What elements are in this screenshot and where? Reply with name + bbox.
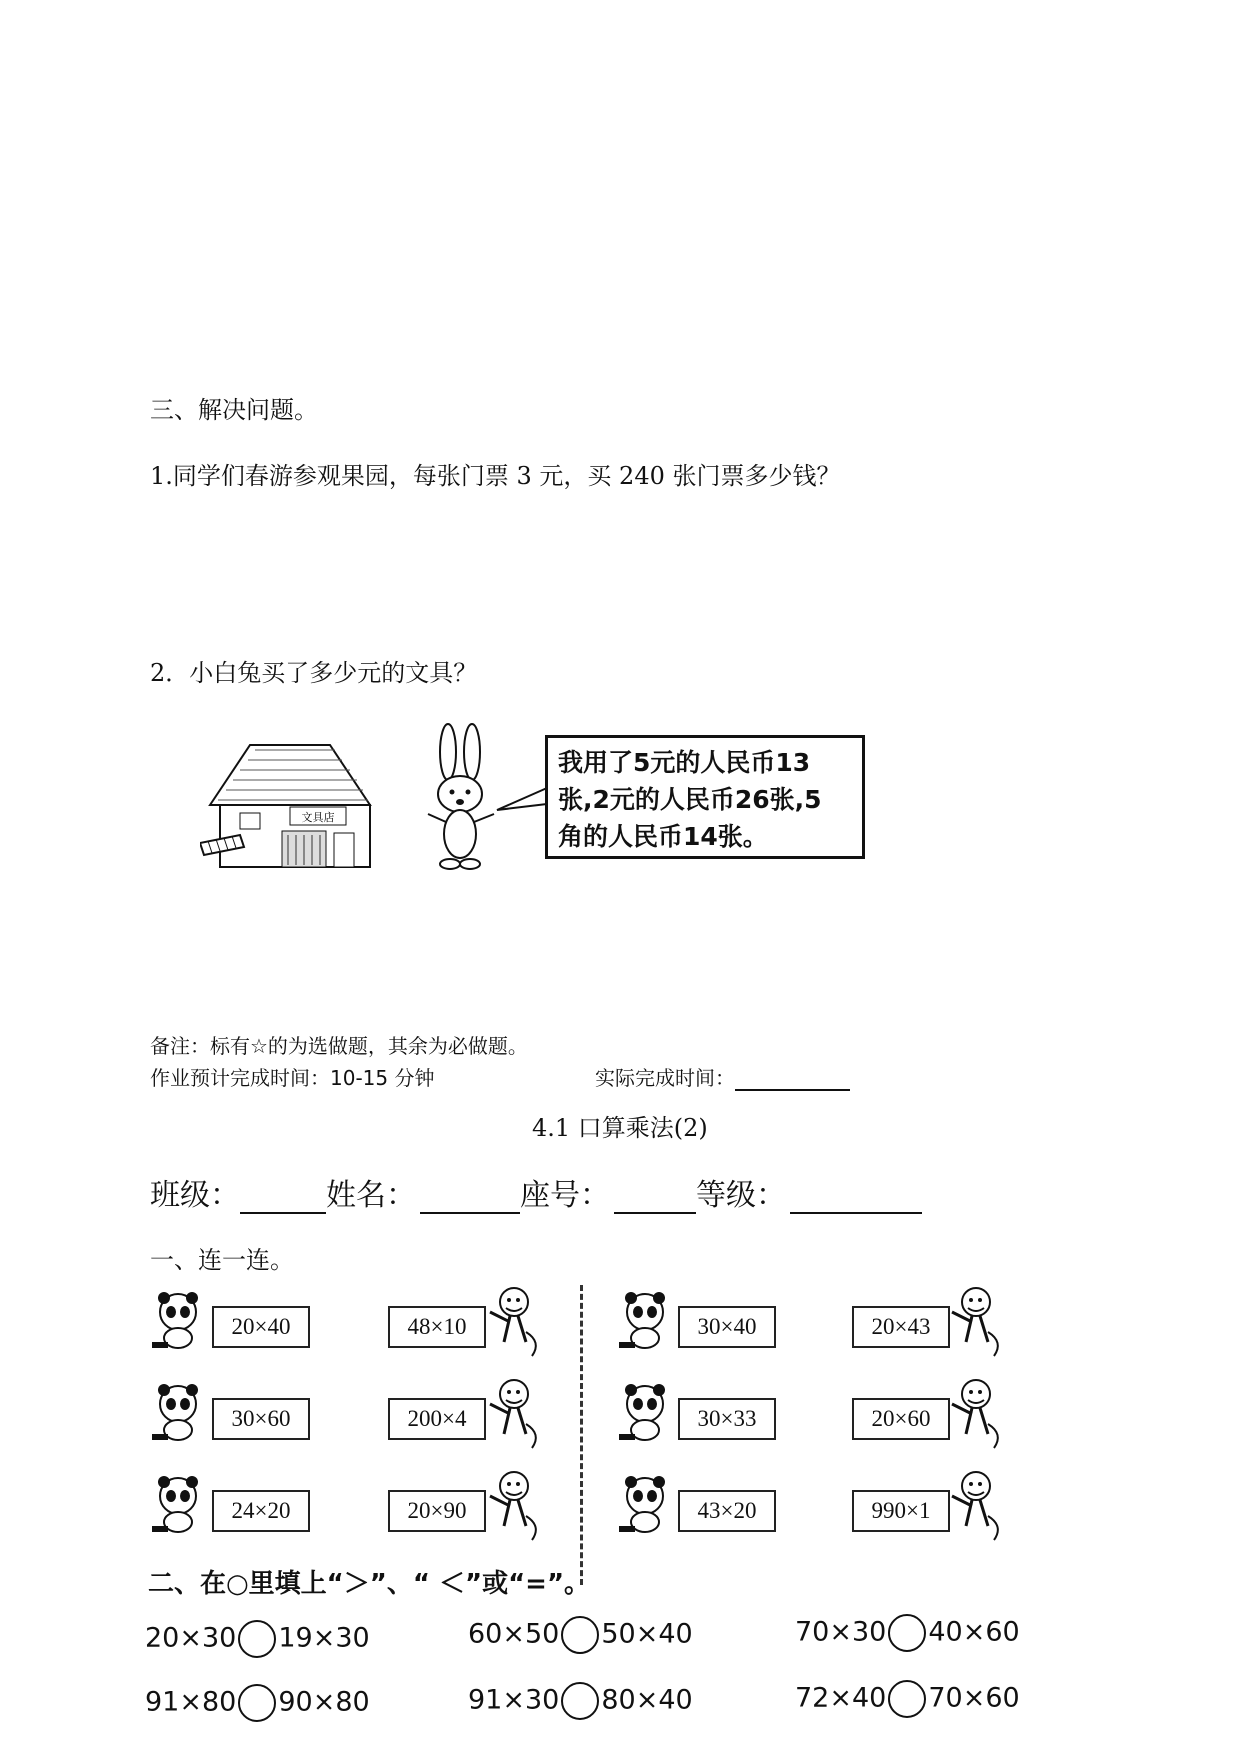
section3-title: 三、解决问题。 (150, 396, 318, 424)
estimated-time: 作业预计完成时间：10-15 分钟 (150, 1066, 435, 1090)
name-blank[interactable] (420, 1178, 520, 1214)
rabbit-speech-bubble (545, 735, 865, 859)
comparison-right: 70×60 (928, 1682, 1020, 1714)
question-2: 2．小白兔买了多少元的文具？ (150, 659, 478, 687)
monkey-icon (484, 1374, 544, 1454)
comparison-left: 20×30 (145, 1622, 237, 1654)
right-monkey-expression-3[interactable]: 990×1 (852, 1490, 950, 1532)
divider-dashed-line (580, 1285, 583, 1585)
panda-icon (148, 1474, 208, 1534)
comparison-right: 19×30 (278, 1622, 370, 1654)
actual-time-label: 实际完成时间： (595, 1066, 735, 1090)
left-panda-expression-3[interactable]: 24×20 (212, 1490, 310, 1532)
left-monkey-expression-2[interactable]: 200×4 (388, 1398, 486, 1440)
grade-blank[interactable] (790, 1178, 922, 1214)
comparison-left: 72×40 (795, 1682, 887, 1714)
left-panda-expression-1[interactable]: 20×40 (212, 1306, 310, 1348)
store-sign: 文具店 (301, 811, 335, 824)
speech-line-1: 我用了5元的人民币13 (558, 748, 811, 777)
monkey-icon (946, 1282, 1006, 1362)
right-panda-expression-3[interactable]: 43×20 (678, 1490, 776, 1532)
comparison-left: 70×30 (795, 1616, 887, 1648)
name-label: 姓名： (326, 1178, 416, 1213)
comparison-left: 60×50 (468, 1618, 560, 1650)
answer-circle[interactable] (888, 1614, 926, 1652)
student-info-line (150, 1170, 922, 1214)
speech-line-3: 角的人民币14张。 (558, 822, 768, 851)
section2-title: 二、在○里填上“＞”、“ ＜”或“=”。 (148, 1569, 591, 1599)
comparison-r1-c3 (795, 1614, 1020, 1652)
panda-icon (615, 1474, 675, 1534)
comparison-r2-c1 (145, 1684, 370, 1722)
left-monkey-expression-1[interactable]: 48×10 (388, 1306, 486, 1348)
monkey-icon (946, 1466, 1006, 1546)
answer-circle[interactable] (238, 1684, 276, 1722)
right-panda-expression-1[interactable]: 30×40 (678, 1306, 776, 1348)
class-label: 班级： (150, 1178, 240, 1213)
lesson-title: 4.1 口算乘法(2) (532, 1114, 708, 1142)
comparison-left: 91×80 (145, 1686, 237, 1718)
speech-pointer (495, 780, 550, 820)
class-blank[interactable] (240, 1178, 326, 1214)
comparison-right: 80×40 (601, 1684, 693, 1716)
question-1: 1.同学们春游参观果园，每张门票 3 元，买 240 张门票多少钱？ (150, 462, 841, 490)
seat-label: 座号： (520, 1178, 610, 1213)
answer-circle[interactable] (888, 1680, 926, 1718)
left-panda-expression-2[interactable]: 30×60 (212, 1398, 310, 1440)
monkey-icon (484, 1466, 544, 1546)
left-monkey-expression-3[interactable]: 20×90 (388, 1490, 486, 1532)
right-monkey-expression-2[interactable]: 20×60 (852, 1398, 950, 1440)
comparison-r1-c2 (468, 1616, 693, 1654)
panda-icon (148, 1382, 208, 1442)
section1-title: 一、连一连。 (150, 1246, 294, 1274)
right-panda-expression-2[interactable]: 30×33 (678, 1398, 776, 1440)
stationery-store-illustration (200, 735, 400, 875)
comparison-right: 90×80 (278, 1686, 370, 1718)
monkey-icon (946, 1374, 1006, 1454)
right-monkey-expression-1[interactable]: 20×43 (852, 1306, 950, 1348)
actual-time-blank[interactable] (735, 1065, 850, 1091)
comparison-left: 91×30 (468, 1684, 560, 1716)
grade-label: 等级： (696, 1178, 786, 1213)
panda-icon (148, 1290, 208, 1350)
monkey-icon (484, 1282, 544, 1362)
comparison-right: 40×60 (928, 1616, 1020, 1648)
seat-blank[interactable] (614, 1178, 696, 1214)
answer-circle[interactable] (561, 1616, 599, 1654)
panda-icon (615, 1290, 675, 1350)
comparison-r1-c1 (145, 1620, 370, 1658)
speech-line-2: 张,2元的人民币26张,5 (558, 785, 822, 814)
comparison-r2-c3 (795, 1680, 1020, 1718)
comparison-r2-c2 (468, 1682, 693, 1720)
answer-circle[interactable] (561, 1682, 599, 1720)
comparison-right: 50×40 (601, 1618, 693, 1650)
note-text: 备注：标有☆的为选做题，其余为必做题。 (150, 1034, 528, 1058)
panda-icon (615, 1382, 675, 1442)
actual-time (595, 1062, 850, 1091)
answer-circle[interactable] (238, 1620, 276, 1658)
